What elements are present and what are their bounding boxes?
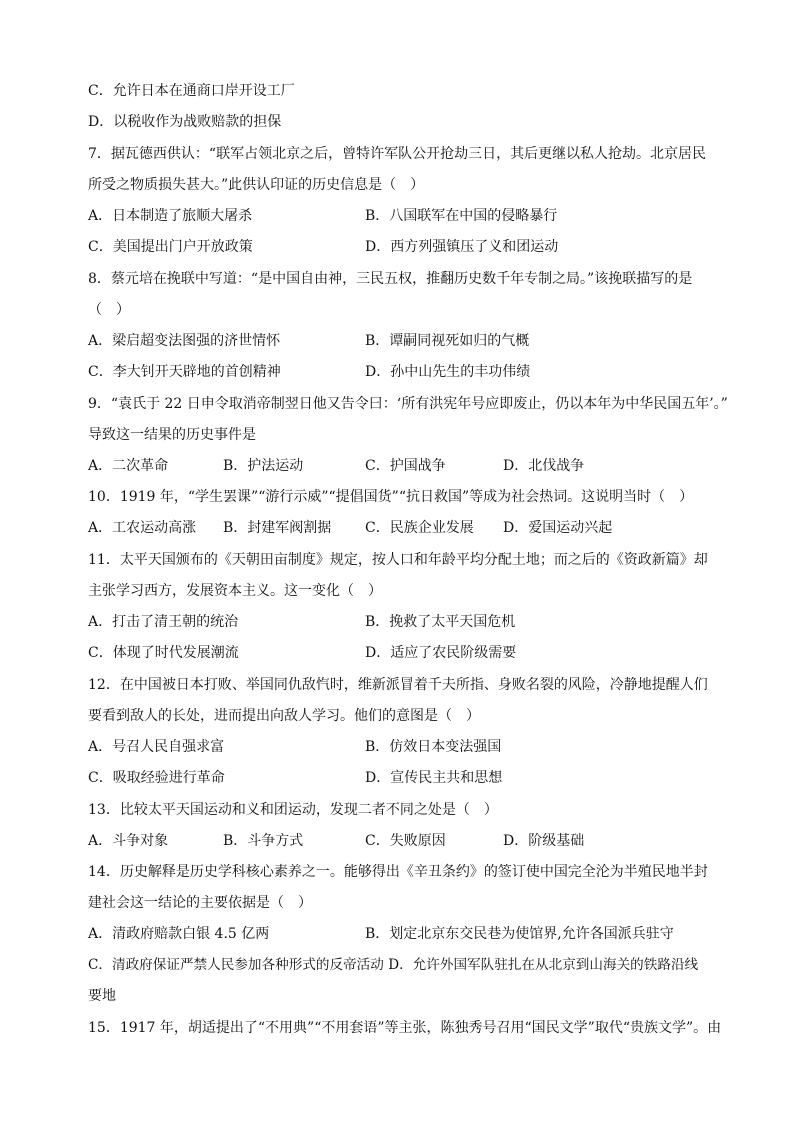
q7-option-c: C．美国提出门户开放政策 xyxy=(88,239,253,255)
q13-option-a: A．斗争对象 xyxy=(88,833,169,849)
q14-option-cd: C．清政府保证严禁人民参加各种形式的反帝活动 D．允许外国军队驻扎在从北京到山海关的铁路沿线 xyxy=(88,957,699,973)
q9-option-b: B．护法运动 xyxy=(223,458,304,474)
q8-option-d: D．孙中山先生的丰功伟绩 xyxy=(365,364,531,380)
q8-option-b: B．谭嗣同视死如归的气概 xyxy=(365,333,530,349)
q6-option-d: D．以税收作为战败赔款的担保 xyxy=(88,114,282,130)
q11-option-a: A．打击了清王朝的统治 xyxy=(88,614,239,630)
q12-option-d: D．宣传民主共和思想 xyxy=(365,770,503,786)
q14-option-a: A．清政府赔款白银 4.5 亿两 xyxy=(88,926,270,942)
q8-option-c: C．李大钊开天辟地的首创精神 xyxy=(88,364,281,380)
q11-stem-line2: 主张学习西方，发展资本主义。这一变化（ ） xyxy=(88,583,382,599)
q12-option-c: C．吸取经验进行革命 xyxy=(88,770,225,786)
q9-option-d: D．北伐战争 xyxy=(503,458,585,474)
q14-stem-line1: 14．历史解释是历史学科核心素养之一。能够得出《辛丑条约》的签订使中国完全沦为半殖民地半封 xyxy=(88,864,708,880)
q7-option-d: D．西方列强镇压了义和团运动 xyxy=(365,239,559,255)
q13-stem-line1: 13．比较太平天国运动和义和团运动，发现二者不同之处是（ ） xyxy=(88,802,498,818)
q7-option-a: A．日本制造了旅顺大屠杀 xyxy=(88,208,253,224)
q10-option-c: C．民族企业发展 xyxy=(365,520,474,536)
q15-stem-line1: 15．1917 年，胡适提出了“不用典”“不用套语”等主张，陈独秀号召用“国民文学”取代“贵族文学”。由 xyxy=(88,1020,722,1036)
q12-stem-line1: 12．在中国被日本打败、举国同仇敌忾时，维新派冒着千夫所指、身败名裂的风险，冷静地提醒人们 xyxy=(88,677,708,693)
q12-stem-line2: 要看到敌人的长处，进而提出向敌人学习。他们的意图是（ ） xyxy=(88,708,480,724)
q9-option-c: C．护国战争 xyxy=(365,458,446,474)
q12-option-a: A．号召人民自强求富 xyxy=(88,739,225,755)
q10-option-b: B．封建军阀割据 xyxy=(223,520,332,536)
q14-option-d-wrap: 要地 xyxy=(88,988,116,1004)
q9-stem-line2: 导致这一结果的历史事件是 xyxy=(88,427,256,443)
q13-option-c: C．失败原因 xyxy=(365,833,446,849)
q9-stem-line1: 9．“袁氏于 22 日申令取消帝制翌日他又告令曰：‘所有洪宪年号应即废止，仍以本年为中华民国五年’。” xyxy=(88,396,728,412)
q11-option-c: C．体现了时代发展潮流 xyxy=(88,645,239,661)
q11-option-d: D．适应了农民阶级需要 xyxy=(365,645,517,661)
q12-option-b: B．仿效日本变法强国 xyxy=(365,739,502,755)
q6-option-c: C．允许日本在通商口岸开设工厂 xyxy=(88,83,295,99)
q9-option-a: A．二次革命 xyxy=(88,458,169,474)
q10-option-a: A．工农运动高涨 xyxy=(88,520,197,536)
q7-option-b: B．八国联军在中国的侵略暴行 xyxy=(365,208,558,224)
q7-stem-line1: 7．据瓦德西供认：“联军占领北京之后，曾特许军队公开抢劫三日，其后更继以私人抢劫。北京居民 xyxy=(88,146,707,162)
q10-option-d: D．爱国运动兴起 xyxy=(503,520,613,536)
q13-option-d: D．阶级基础 xyxy=(503,833,585,849)
q10-stem-line1: 10．1919 年，“学生罢课”“游行示威”“提倡国货”“抗日救国”等成为社会热词。这说明当时（ ） xyxy=(88,489,694,505)
q8-stem-line2: （ ） xyxy=(88,302,130,318)
q13-option-b: B．斗争方式 xyxy=(223,833,304,849)
q7-stem-line2: 所受之物质损失甚大。”此供认印证的历史信息是（ ） xyxy=(88,177,425,193)
q8-option-a: A．梁启超变法图强的济世情怀 xyxy=(88,333,281,349)
q14-stem-line2: 建社会这一结论的主要依据是（ ） xyxy=(88,895,312,911)
q14-option-b: B．划定北京东交民巷为使馆界,允许各国派兵驻守 xyxy=(365,926,674,942)
q11-option-b: B．挽救了太平天国危机 xyxy=(365,614,516,630)
q8-stem-line1: 8．蔡元培在挽联中写道：“是中国自由神，三民五权，推翻历史数千年专制之局。”该挽联描写的是 xyxy=(88,271,693,287)
q11-stem-line1: 11．太平天国颁布的《天朝田亩制度》规定，按人口和年龄平均分配土地；而之后的《资政新篇》却 xyxy=(88,552,708,568)
